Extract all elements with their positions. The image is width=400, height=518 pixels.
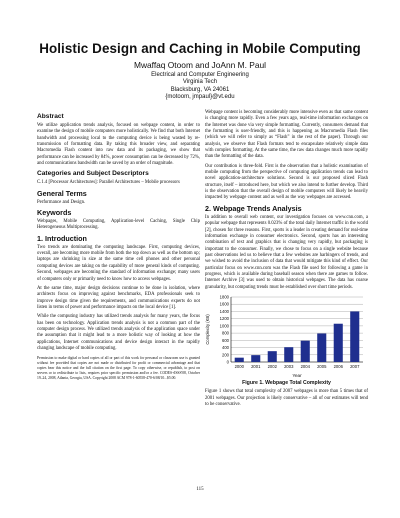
intro-paragraph: Two trends are dominating the computing landscape. First, computing devices, overall, are becoming more mobile from both the top down as well as the bottom up; laptops are shrinking in size at the same time cell phones and other personal computing devices are taking on the capability of more general kinds of computing. Second, webpages are becoming the standard of information exchange; many users of computers only or primarily need to know how to access webpages. [37,244,200,282]
body-paragraph: Our contribution is three-fold. First is the observation that a holistic examination of mobile computing from the perspective of computing application trends can lead to novel application-architecture solutions. Second is our proposed sliced Flash structure, itself – introduced here, but which we also intend to further develop. Third is the observation that the overall design of mobile computers will likely be heavily impacted by webpage content and as well as the way webpages are accessed. [205,163,368,201]
figure-caption: Figure 1. Webpage Total Complexity [242,379,331,386]
y-tick-label: 1000 [219,323,229,329]
y-tick-label: 800 [222,330,229,336]
bar [301,341,310,362]
body-paragraph: In addition to overall web content, our investigation focuses on www.cnn.com, a popular webpage that represents 0.023% of the total daily Internet traffic in the world [2], chosen for three reasons. First, sports is a leader in creating demand for real-time information exchange in consumer electronics. Second, sports has an interesting combination of text and graphics that is changing very rapidly, but packaging is important to the consumer. Finally, we chose to focus on a single website because past observations led us to believe that a few websites are harbingers of trends, and we wished to avoid the inclusion of data that would mitigate this kind of effect. Our particular focus on www.cnn.com was the Flash file used for following a game in progress, which is available during baseball season when there are games to follow. Internet Archive [3] was used to obtain historical webpages. The data has coarse granularity, but computing trends must be established over short time periods. [205,214,368,290]
keywords-heading: Keywords [37,208,72,218]
abstract-heading: Abstract [37,113,64,120]
affiliation-line: Electrical and Computer Engineering [151,72,249,78]
bar [350,311,359,362]
categories-heading: Categories and Subject Descriptors [37,170,149,178]
y-tick-label: 400 [222,344,229,350]
keywords-text: Webpages, Mobile Computing, Application-level Caching, Single Chip Heterogeneous Multiprocessing. [37,219,200,231]
bar [334,324,343,362]
figure-1 [205,294,368,378]
y-tick-label: 1200 [219,316,229,322]
y-tick-label: 1600 [219,301,229,307]
x-tick-label: 2002 [267,363,277,369]
right-column [205,110,368,411]
complexity-bar-chart [205,294,368,378]
bar [284,347,293,362]
copyright-notice: Permission to make digital or hard copies of all or part of this work for personal or classroom use is granted without fee provided that copies are not made or distributed for profit or commercial advantage and that copies bear this notice and the full citation on the first page. To copy otherwise, or republish, to post on servers or to redistribute to lists, requires prior specific permission and/or a fee. CODES+ISSS'08, October 19–24, 2008, Atlanta, Georgia, USA. Copyright 2008 ACM 978-1-60558-470-6/08/10...$5.00. [37,356,200,380]
y-tick-label: 0 [226,359,229,365]
x-tick-label: 2005 [317,363,327,369]
x-tick-label: 2007 [350,363,360,369]
authors: Mwaffaq Otoom and JoAnn M. Paul [133,60,267,70]
affiliation [0,72,400,102]
categories-text: C.1.4 [Processor Architectures]: Parallel Architectures – Mobile processors [37,180,180,186]
figure-description: Figure 1 shows that total complexity of 2007 webpages is more than 5 times that of 2001 webpages. Our projection is likely conservative – all of our estimates will tend to be conservative. [205,389,368,407]
paper-title: Holistic Design and Caching in Mobile Computing [39,41,361,56]
body-paragraph: Webpage content is becoming considerably more intensive even as that same content is changing more rapidly. Even a few years ago, real-time information exchanges on the Internet was done via very simple formatting. Currently, consumers demand that the formatting is user-friendly, and this is happening as Macromedia Flash files (which we will refer to simply as “Flash” in the rest of the paper). Through our analysis, we observe that Flash formats tend to encapsulate relatively simple data with complex formatting. At the same time, the raw data changes much more rapidly than the formatting of the data. [205,110,368,160]
x-tick-label: 2001 [251,363,261,369]
x-axis-label: Year [292,372,302,378]
x-tick-label: 2004 [300,363,310,369]
intro-paragraph: While the computing industry has utilized trends analysis for many years, the focus has been on technology. Application trends analysis is not a common part of the computer design process. We utilized trends analysis of the application space under the assumption that it might lead to a more holistic way of looking at how the applications, Internet communications and device design interact in the rapidly changing landscape of mobile computing. [37,314,200,351]
intro-heading: 1. Introduction [37,233,87,243]
affiliation-line: Virginia Tech [182,79,218,86]
abstract-text: We utilize application trends analysis, focused on webpage content, in order to examine the design of mobile computers more holistically. We find that both Internet bandwidth and processing local to the computing device is being wasted by re-transmission of formatting data. By taking this broader view, and separating Macromedia Flash content into raw data and its packaging, we show that performance can be increased by 84%, power consumption can be decreased by 72%, and communications bandwidth can be saved by an order of magnitude. [37,123,200,167]
x-tick-label: 2006 [333,363,343,369]
y-tick-label: 200 [222,352,229,358]
intro-paragraph: At the same time, major design decisions continue to be done in isolation, where architects focus on improving against benchmarks, EDA professionals seek to improve design time given the requirements, and communications experts do not listen in terms of power and performance impacts on the local device [1]. [37,285,200,310]
x-tick-label: 2003 [284,363,294,369]
terms-text: Performance and Design. [37,199,86,205]
y-tick-label: 1800 [219,294,229,300]
x-tick-label: 2000 [234,363,244,369]
left-column [37,110,200,384]
page-number: 115 [196,487,204,492]
affiliation-email: {motoom, jmpaul}@vt.edu [165,94,235,101]
y-tick-label: 600 [222,337,229,343]
y-tick-label: 1400 [219,308,229,314]
terms-heading: General Terms [37,188,87,198]
bar [235,358,244,362]
bar [317,333,326,362]
y-axis-label: Complexity (KB) [205,314,210,345]
bar [251,355,260,362]
trends-heading: 2. Webpage Trends Analysis [205,203,302,213]
bar [268,351,277,362]
affiliation-line: Blacksburg, VA 24061 [170,86,230,93]
